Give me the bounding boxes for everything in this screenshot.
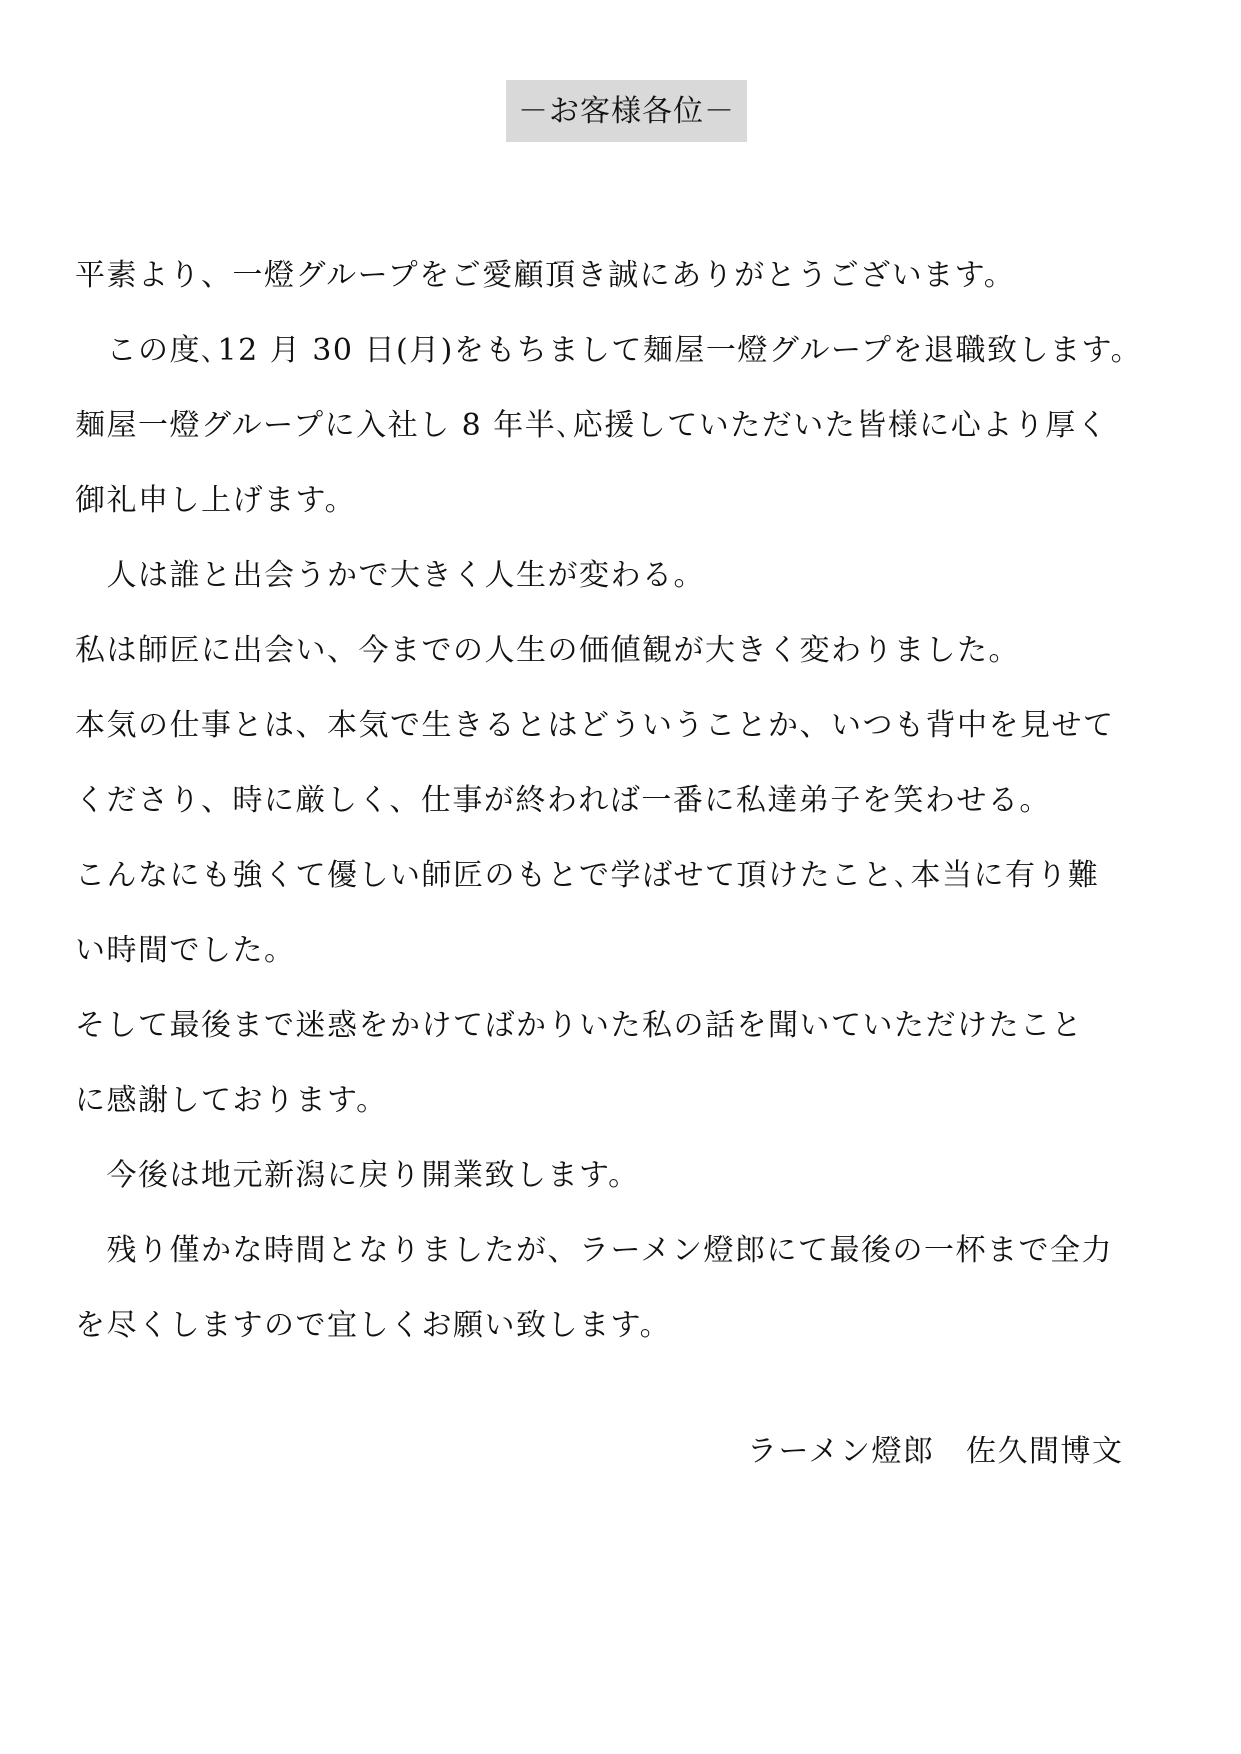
body-line: を尽くしますので宜しくお願い致します。	[75, 1308, 672, 1343]
heading-container	[0, 80, 1241, 142]
body-line: 麺屋一燈グループに入社し 8 年半､応援していただいた皆様に心より厚く	[75, 408, 1109, 443]
signature: ラーメン燈郎 佐久間博文	[747, 1434, 1124, 1469]
body-line: こんなにも強くて優しい師匠のもとで学ばせて頂けたこと､本当に有り難	[75, 858, 1100, 893]
letter-body	[75, 238, 1175, 1363]
body-line: 平素より、一燈グループをご愛顧頂き誠にありがとうございます。	[75, 258, 1016, 293]
body-line: くださり、時に厳しく、仕事が終われば一番に私達弟子を笑わせる。	[75, 783, 1051, 818]
body-line: 今後は地元新潟に戻り開業致します。	[75, 1158, 640, 1193]
body-line: 私は師匠に出会い、今までの人生の価値観が大きく変わりました。	[75, 633, 1020, 668]
body-line: 御礼申し上げます。	[75, 483, 357, 518]
body-line: に感謝しております。	[75, 1083, 388, 1118]
body-line: 人は誰と出会うかで大きく人生が変わる。	[75, 558, 705, 593]
body-line: 残り僅かな時間となりましたが、ラーメン燈郎にて最後の一杯まで全力	[75, 1233, 1113, 1268]
letter-heading: －お客様各位－	[506, 80, 747, 142]
body-line: この度､12 月 30 日(月)をもちまして麺屋一燈グループを退職致します。	[75, 333, 1143, 368]
body-line: い時間でした。	[75, 933, 296, 968]
body-line: そして最後まで迷惑をかけてばかりいた私の話を聞いていただけたこと	[75, 1008, 1083, 1043]
body-line: 本気の仕事とは、本気で生きるとはどういうことか、いつも背中を見せて	[75, 708, 1115, 743]
